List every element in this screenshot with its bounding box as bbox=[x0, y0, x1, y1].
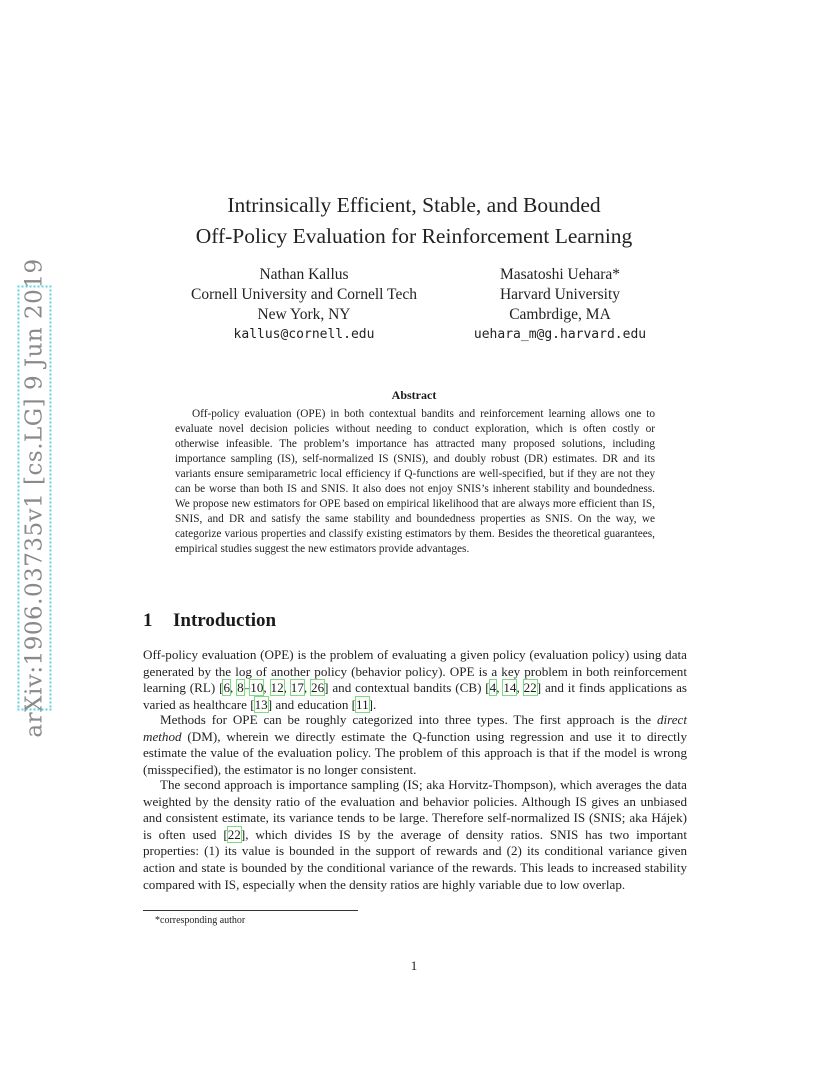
emphasis-text: direct method bbox=[143, 712, 687, 744]
text-run: , bbox=[263, 680, 271, 696]
title-line-1: Intrinsically Efficient, Stable, and Bounded bbox=[227, 193, 601, 217]
footnote-rule bbox=[143, 910, 358, 911]
intro-paragraph-3 bbox=[143, 777, 687, 893]
citation-link[interactable]: 22 bbox=[227, 826, 241, 842]
text-run: ], which divides IS by the average of density ratios. SNIS has two important properties: (1) its value is bounded in the support of rewards and (2) its conditional variance given action and state is bounded by the conditional variance of the rewards. This leads to increased stability compared with IS, especially when the density ratios are highly variable due to low overlap. bbox=[143, 826, 687, 892]
intro-paragraph-1 bbox=[143, 647, 687, 713]
author-block-2 bbox=[455, 265, 665, 345]
author-name: Nathan Kallus bbox=[259, 266, 349, 283]
section-number: 1 bbox=[143, 610, 153, 631]
citation-link[interactable]: 12 bbox=[270, 680, 284, 696]
title-line-2: Off-Policy Evaluation for Reinforcement Learning bbox=[195, 224, 633, 248]
author-email: uehara_m@g.harvard.edu bbox=[473, 327, 647, 342]
author-name: Masatoshi Uehara* bbox=[499, 266, 621, 283]
citation-link[interactable]: 17 bbox=[290, 680, 304, 696]
citation-link[interactable]: 13 bbox=[254, 696, 268, 712]
text-run: Off-policy evaluation (OPE) is the problem of evaluating a given policy (evaluation policy) using data generated by the log of another policy (behavior policy). OPE is a key problem in both reinforcement learning (RL) [ bbox=[143, 647, 687, 696]
section-heading bbox=[143, 610, 276, 632]
intro-paragraph-2 bbox=[143, 712, 687, 778]
text-run: , bbox=[283, 680, 291, 696]
citation-link[interactable]: 14 bbox=[503, 680, 517, 696]
text-run: ]. bbox=[368, 696, 377, 712]
citation-link[interactable]: 4 bbox=[489, 680, 497, 696]
citation-link[interactable]: 8 bbox=[237, 680, 244, 696]
citation-link[interactable]: 11 bbox=[356, 696, 369, 712]
arxiv-identifier-stamp[interactable]: arXiv:1906.03735v1 [cs.LG] 9 Jun 2019 bbox=[18, 286, 52, 711]
citation-link[interactable]: 26 bbox=[311, 680, 325, 696]
author-affiliation: Harvard University bbox=[499, 286, 621, 303]
author-block-1 bbox=[168, 265, 440, 345]
author-affiliation: Cornell University and Cornell Tech bbox=[191, 286, 417, 303]
author-location: New York, NY bbox=[257, 306, 351, 323]
citation-link[interactable]: 10 bbox=[250, 680, 264, 696]
text-run: , bbox=[496, 680, 504, 696]
text-run: ] and it finds applications as varied as healthcare [ bbox=[143, 680, 688, 712]
citation-link[interactable]: 6 bbox=[223, 680, 231, 696]
text-run: Methods for OPE can be roughly categorized into three types. The first approach is the bbox=[160, 712, 657, 727]
text-run: , bbox=[516, 680, 524, 696]
abstract-text: Off-policy evaluation (OPE) in both contextual bandits and reinforcement learning allows one to evaluate novel decision policies without needing to conduct exploration, which is often costly or otherwise infeasible. The problem’s importance has attracted many proposed solutions, including importance sampling (IS), self-normalized IS (SNIS), and doubly robust (DR) estimates. DR and its variants ensure semiparametric local efficiency if Q-functions are well-specified, but if they are not they can be worse than both IS and SNIS. It also does not enjoy SNIS’s inherent stability and boundedness. We propose new estimators for OPE based on empirical likelihood that are always more efficient than IS, SNIS, and DR and satisfy the same stability and boundedness properties as SNIS. On the way, we categorize various properties and classify existing estimators by them. Besides the theoretical guarantees, empirical studies suggest the new estimators provide advantages. bbox=[175, 408, 655, 555]
text-run: The second approach is importance sampling (IS; aka Horvitz-Thompson), which averages the data weighted by the density ratio of the evaluation and behavior policies. Although IS gives an unbiased and consistent estimate, its variance tends to be large. Therefore self-normalized IS (SNIS; aka Hájek) is often used [ bbox=[143, 777, 687, 842]
author-location: Cambrdige, MA bbox=[509, 306, 611, 323]
text-run: , bbox=[303, 680, 312, 696]
section-title: Introduction bbox=[173, 610, 277, 631]
citation-link[interactable]: 22 bbox=[523, 680, 537, 696]
abstract-heading: Abstract bbox=[391, 388, 437, 402]
text-run: – bbox=[243, 680, 251, 696]
page-number: 1 bbox=[410, 958, 418, 973]
text-run: (DM), wherein we directly estimate the Q-function using regression and use it to directly estimate the value of the evaluation policy. The problem of this approach is that if the model is wrong (misspecified), the estimator is no longer consistent. bbox=[143, 728, 687, 777]
text-run: , bbox=[230, 680, 238, 696]
text-run: ] and contextual bandits (CB) [ bbox=[324, 680, 490, 696]
author-email: kallus@cornell.edu bbox=[233, 327, 375, 342]
text-run: ] and education [ bbox=[267, 696, 357, 712]
paper-title bbox=[140, 190, 688, 252]
footnote: *corresponding author bbox=[155, 915, 246, 926]
